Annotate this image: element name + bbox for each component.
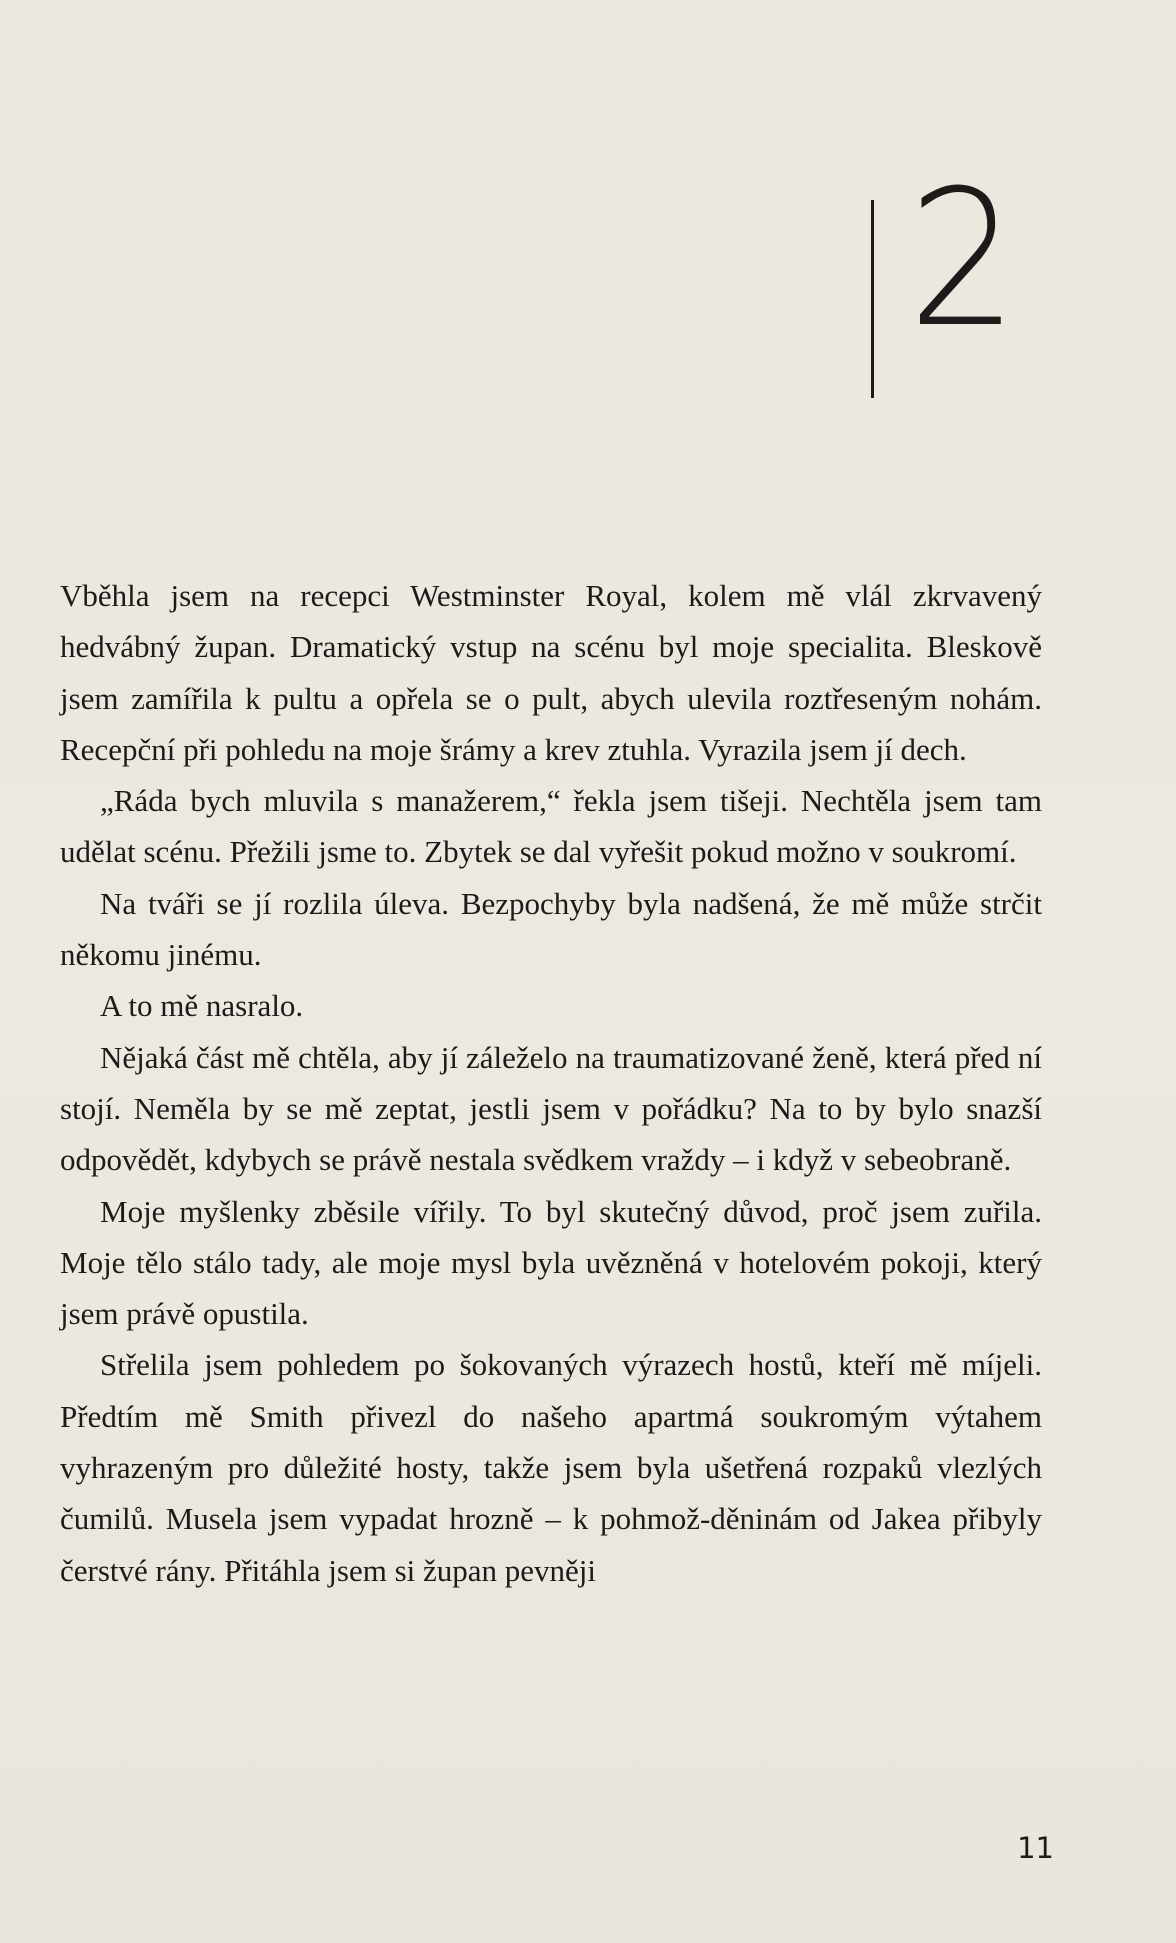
- paragraph-7: Střelila jsem pohledem po šokovaných výrazech hostů, kteří mě míjeli. Předtím mě Smith přivezl do našeho apartmá soukromým výtahem vyhrazeným pro důležité hosty, takže jsem byla ušetřená rozpaků vlezlých čumilů. Musela jsem vypadat hrozně – k pohmož-děninám od Jakea přibyly čerstvé rány. Přitáhla jsem si župan pevněji: [60, 1347, 1042, 1588]
- paragraph-1: Vběhla jsem na recepci Westminster Royal, kolem mě vlál zkrvavený hedvábný župan. Dramatický vstup na scénu byl moje specialita. Bleskově jsem zamířila k pultu a opřela se o pult, abych ulevila roztřeseným nohám. Recepční při pohledu na moje šrámy a krev ztuhla. Vyrazila jsem jí dech.: [60, 578, 1042, 767]
- paragraph-6: Moje myšlenky zběsile vířily. To byl skutečný důvod, proč jsem zuřila. Moje tělo stálo tady, ale moje mysl byla uvězněná v hotelovém pokoji, který jsem právě opustila.: [60, 1193, 1042, 1332]
- chapter-heading: [868, 150, 1048, 400]
- paragraph-4: A to mě nasralo.: [100, 988, 304, 1024]
- paragraph-5: Nějaká část mě chtěla, aby jí záleželo na traumatizované ženě, která před ní stojí. Neměla by se mě zeptat, jestli jsem v pořádku? Na to by bylo snazší odpovědět, kdybych se právě nestala svědkem vraždy – i když v sebeobraně.: [60, 1039, 1042, 1178]
- chapter-rule-divider: [871, 200, 874, 398]
- chapter-number: 2: [908, 150, 1015, 369]
- page-number: 11: [1017, 1831, 1054, 1865]
- paragraph-2: „Ráda bych mluvila s manažerem,“ řekla jsem tišeji. Nechtěla jsem tam udělat scénu. Přežili jsme to. Zbytek se dal vyřešit pokud možno v soukromí.: [60, 783, 1042, 870]
- paragraph-3: Na tváři se jí rozlila úleva. Bezpochyby byla nadšená, že mě může strčit někomu jinému.: [60, 885, 1042, 973]
- body-text: [60, 570, 1042, 1596]
